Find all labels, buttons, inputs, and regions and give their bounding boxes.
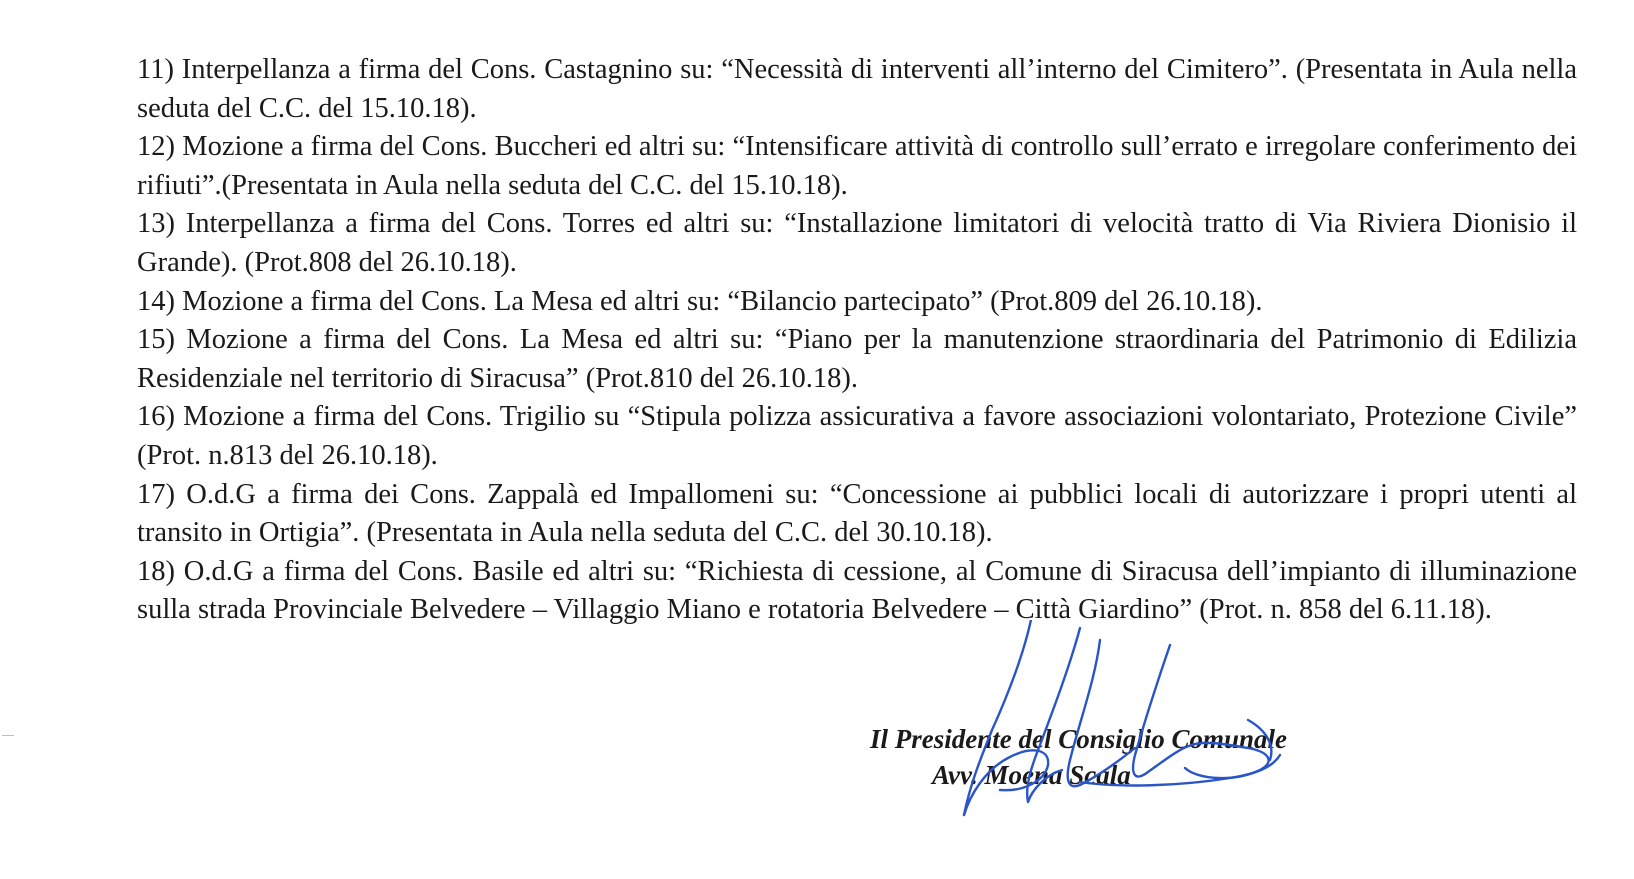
agenda-item-12: 12) Mozione a firma del Cons. Buccheri ed altri su: “Intensificare attività di controllo sull’errato e irregolare conferimento dei rifiuti”.(Presentata in Aula nella seduta del C.C. del 15.10.18).: [137, 131, 1577, 201]
scan-artifact: [2, 735, 14, 736]
signatory-name: Avv. Moena Scala: [932, 760, 1131, 790]
handwritten-signature: [930, 620, 1330, 840]
agenda-item-18: 18) O.d.G a firma del Cons. Basile ed altri su: “Richiesta di cessione, al Comune di Siracusa dell’impianto di illuminazione sulla strada Provinciale Belvedere – Villaggio Miano e rotatoria Belvedere – Città Giardino” (Prot. n. 858 del 6.11.18).: [137, 555, 1577, 626]
agenda-item-11: 11) Interpellanza a firma del Cons. Castagnino su: “Necessità di interventi all’interno del Cimitero”. (Presentata in Aula nella seduta del C.C. del 15.10.18).: [137, 54, 1577, 124]
agenda-item-17: 17) O.d.G a firma dei Cons. Zappalà ed Impallomeni su: “Concessione ai pubblici locali di autorizzare i propri utenti al transito in Ortigia”. (Presentata in Aula nella seduta del C.C. del 30.10.18).: [137, 478, 1577, 549]
agenda-item-16: 16) Mozione a firma del Cons. Trigilio su “Stipula polizza assicurativa a favore associazioni volontariato, Protezione Civile” (Prot. n.813 del 26.10.18).: [137, 401, 1577, 471]
signatory-title: Il Presidente del Consiglio Comunale: [870, 724, 1288, 754]
agenda-items: [137, 51, 1577, 630]
agenda-item-13: 13) Interpellanza a firma del Cons. Torres ed altri su: “Installazione limitatori di velocità tratto di Via Riviera Dionisio il Grande). (Prot.808 del 26.10.18).: [137, 208, 1577, 278]
agenda-item-14: 14) Mozione a firma del Cons. La Mesa ed altri su: “Bilancio partecipato” (Prot.809 del 26.10.18).: [137, 285, 1263, 317]
agenda-item-15: 15) Mozione a firma del Cons. La Mesa ed altri su: “Piano per la manutenzione straordinaria del Patrimonio di Edilizia Residenziale nel territorio di Siracusa” (Prot.810 del 26.10.18).: [137, 324, 1577, 394]
